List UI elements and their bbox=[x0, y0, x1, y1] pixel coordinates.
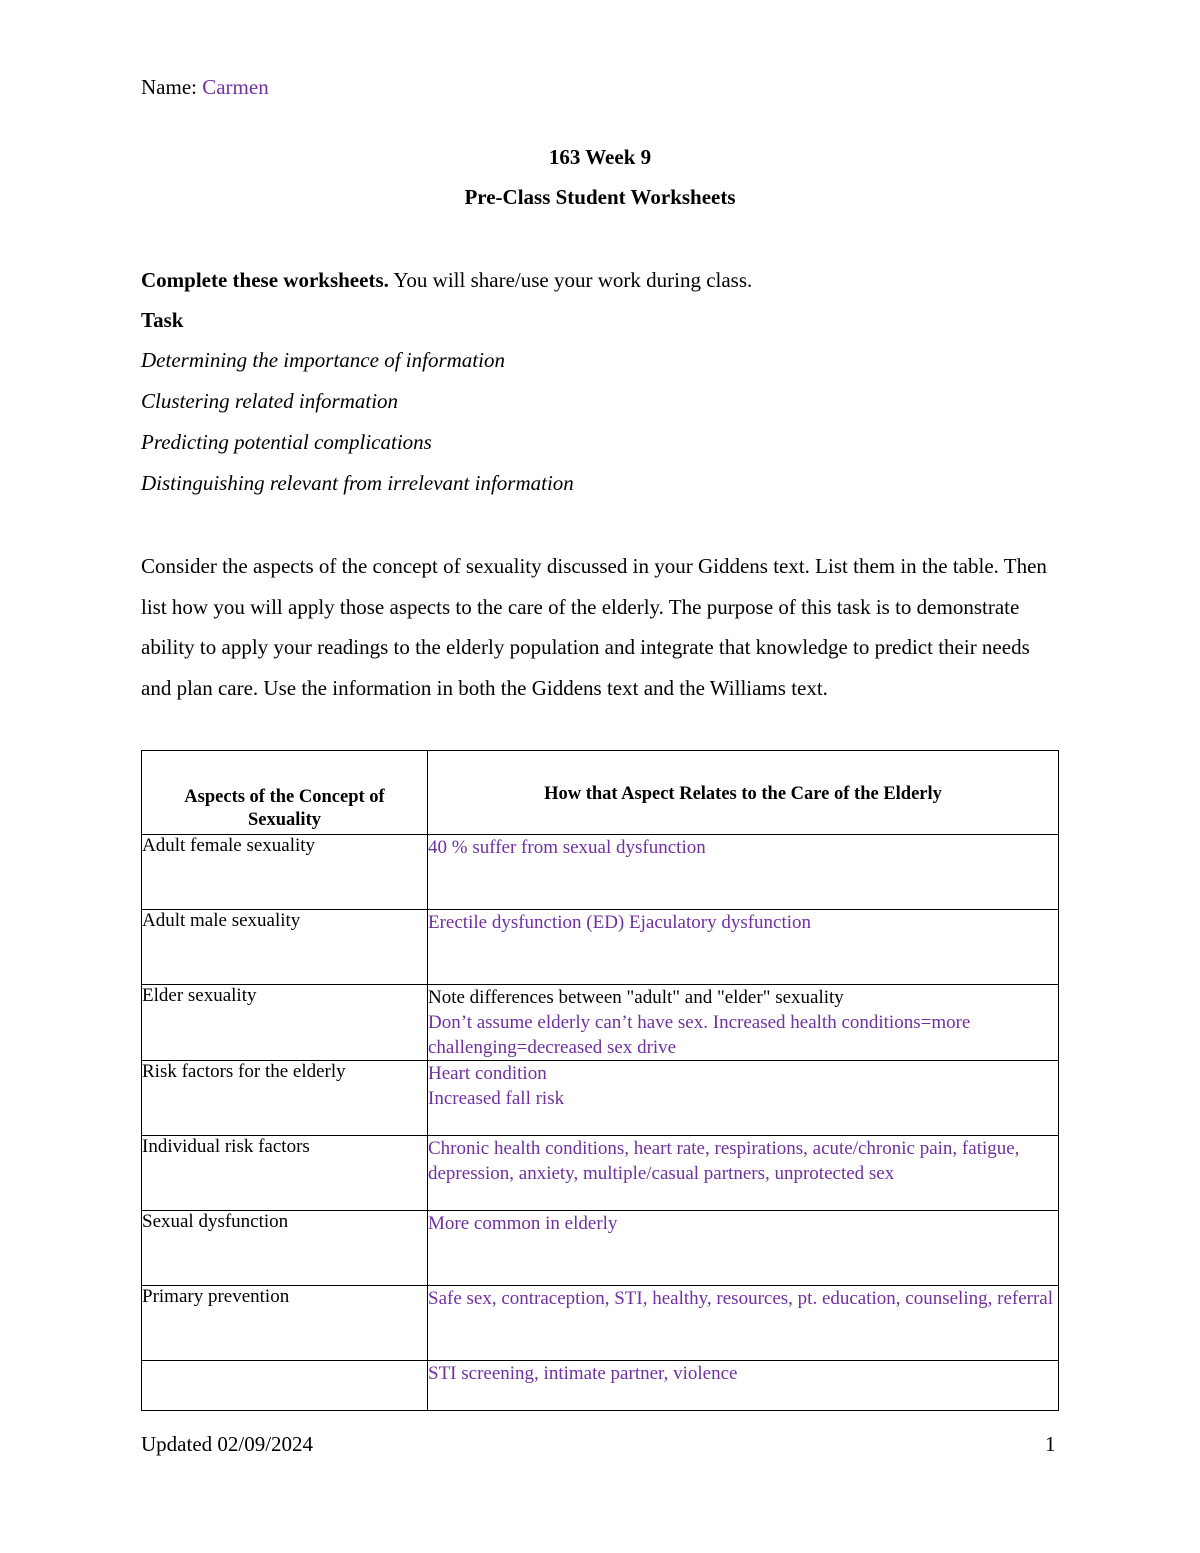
relation-line: Increased fall risk bbox=[428, 1088, 565, 1109]
name-value: Carmen bbox=[202, 75, 269, 99]
relation-answer: Don’t assume elderly can’t have sex. Increased health conditions=more challenging=decreased sex drive bbox=[428, 1012, 971, 1058]
relation-note: Note differences between "adult" and "elder" sexuality bbox=[428, 987, 844, 1008]
relation-cell: STI screening, intimate partner, violence bbox=[428, 1361, 1059, 1411]
table-row bbox=[142, 910, 1059, 985]
instructions-paragraph: Consider the aspects of the concept of sexuality discussed in your Giddens text. List them in the table. Then list how you will apply those aspects to the care of the elderly. The purpose of this task is to demonstrate ability to apply your readings to the elderly population and integrate that knowledge to predict their needs and plan care. Use the information in both the Giddens text and the Williams text. bbox=[141, 554, 1047, 701]
relation-cell: Chronic health conditions, heart rate, respirations, acute/chronic pain, fatigue, depression, anxiety, multiple/casual partners, unprotected sex bbox=[428, 1136, 1059, 1211]
task-item: Predicting potential complications bbox=[141, 430, 432, 454]
header-relation: How that Aspect Relates to the Care of the Elderly bbox=[428, 751, 1059, 835]
instructions bbox=[141, 268, 752, 293]
relation-line: Heart condition bbox=[428, 1063, 547, 1084]
task-item: Determining the importance of information bbox=[141, 348, 505, 372]
table-row bbox=[142, 985, 1059, 1061]
aspect-cell: Elder sexuality bbox=[142, 985, 428, 1061]
aspect-cell: Adult female sexuality bbox=[142, 835, 428, 910]
aspect-cell: Adult male sexuality bbox=[142, 910, 428, 985]
footer-updated: Updated 02/09/2024 bbox=[141, 1432, 314, 1456]
task-item: Clustering related information bbox=[141, 389, 399, 413]
relation-cell: Erectile dysfunction (ED) Ejaculatory dysfunction bbox=[428, 910, 1059, 985]
table-row bbox=[142, 1286, 1059, 1361]
task-item: Distinguishing relevant from irrelevant information bbox=[141, 471, 574, 495]
page-number: 1 bbox=[1045, 1432, 1056, 1456]
aspect-cell: Individual risk factors bbox=[142, 1136, 428, 1211]
relation-cell: 40 % suffer from sexual dysfunction bbox=[428, 835, 1059, 910]
course-title: 163 Week 9 bbox=[548, 145, 652, 169]
table-row bbox=[142, 1061, 1059, 1136]
relation-cell: Safe sex, contraception, STI, healthy, resources, pt. education, counseling, referral bbox=[428, 1286, 1059, 1361]
relation-cell bbox=[428, 1061, 1059, 1136]
table-row bbox=[142, 1136, 1059, 1211]
table-header-row bbox=[142, 751, 1059, 835]
worksheet-title: Pre-Class Student Worksheets bbox=[464, 185, 736, 209]
instructions-bold: Complete these worksheets. bbox=[141, 268, 389, 292]
aspect-cell: Risk factors for the elderly bbox=[142, 1061, 428, 1136]
task-heading: Task bbox=[141, 308, 184, 332]
aspect-cell: Sexual dysfunction bbox=[142, 1211, 428, 1286]
table-row bbox=[142, 835, 1059, 910]
table-row bbox=[142, 1361, 1059, 1411]
relation-cell bbox=[428, 985, 1059, 1061]
sexuality-worksheet-table bbox=[141, 750, 1059, 1411]
name-label: Name: bbox=[141, 75, 203, 99]
table-row bbox=[142, 1211, 1059, 1286]
relation-cell: More common in elderly bbox=[428, 1211, 1059, 1286]
aspect-cell bbox=[142, 1361, 428, 1411]
header-aspects: Aspects of the Concept of Sexuality bbox=[142, 751, 428, 835]
aspect-cell: Primary prevention bbox=[142, 1286, 428, 1361]
name-line bbox=[141, 75, 269, 100]
instructions-rest: You will share/use your work during class. bbox=[388, 268, 753, 292]
